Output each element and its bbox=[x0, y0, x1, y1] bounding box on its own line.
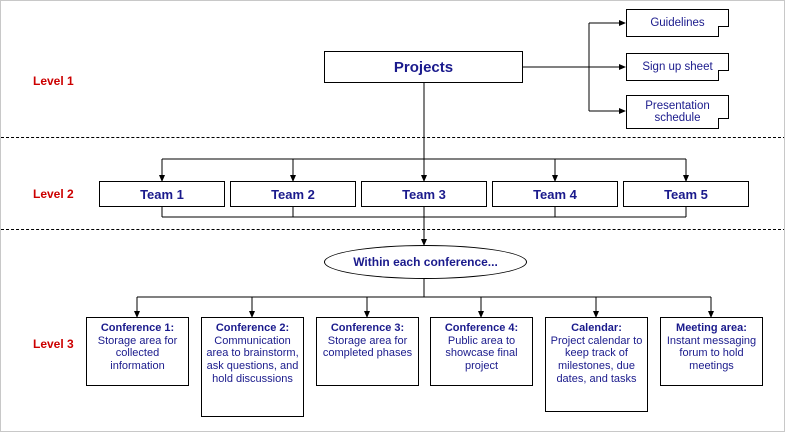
document-fold-icon bbox=[718, 26, 729, 37]
node-team-3[interactable]: Team 3 bbox=[361, 181, 487, 207]
document-fold-icon bbox=[718, 70, 729, 81]
node-conference-2[interactable] bbox=[201, 317, 304, 417]
level-1-label: Level 1 bbox=[33, 74, 74, 88]
node-meeting-area[interactable] bbox=[660, 317, 763, 386]
level-2-label: Level 2 bbox=[33, 187, 74, 201]
conference-3-title: Conference 3: bbox=[330, 322, 405, 334]
conference-3-desc: Storage area for completed phases bbox=[322, 334, 413, 360]
node-within-each-conference[interactable]: Within each conference... bbox=[324, 245, 527, 279]
node-team-4[interactable]: Team 4 bbox=[492, 181, 618, 207]
node-calendar[interactable] bbox=[545, 317, 648, 412]
node-conference-1[interactable] bbox=[86, 317, 189, 386]
document-fold-icon bbox=[718, 118, 729, 129]
node-projects[interactable]: Projects bbox=[324, 51, 523, 83]
level-divider-2 bbox=[1, 229, 785, 230]
conference-2-title: Conference 2: bbox=[215, 322, 290, 334]
node-conference-3[interactable] bbox=[316, 317, 419, 386]
guidelines-label: Guidelines bbox=[650, 17, 705, 29]
node-team-5[interactable]: Team 5 bbox=[623, 181, 749, 207]
conference-1-desc: Storage area for collected information bbox=[97, 334, 178, 372]
calendar-desc: Project calendar to keep track of milestones, due dates, and tasks bbox=[550, 334, 643, 385]
sign-up-sheet-label: Sign up sheet bbox=[642, 61, 713, 73]
level-3-label: Level 3 bbox=[33, 337, 74, 351]
calendar-title: Calendar: bbox=[571, 322, 622, 334]
node-team-1[interactable]: Team 1 bbox=[99, 181, 225, 207]
node-presentation-schedule[interactable] bbox=[626, 95, 729, 129]
conference-2-desc: Communication area to brainstorm, ask questions, and hold discussions bbox=[206, 334, 299, 385]
level-divider-1 bbox=[1, 137, 785, 138]
conference-4-title: Conference 4: bbox=[444, 322, 519, 334]
meeting-area-desc: Instant messaging forum to hold meetings bbox=[666, 334, 757, 372]
presentation-schedule-label: Presentation schedule bbox=[645, 100, 710, 124]
conference-1-title: Conference 1: bbox=[100, 322, 175, 334]
meeting-area-title: Meeting area: bbox=[676, 322, 747, 334]
node-sign-up-sheet[interactable] bbox=[626, 53, 729, 81]
node-conference-4[interactable] bbox=[430, 317, 533, 386]
conference-4-desc: Public area to showcase final project bbox=[445, 334, 518, 372]
node-team-2[interactable]: Team 2 bbox=[230, 181, 356, 207]
node-guidelines[interactable] bbox=[626, 9, 729, 37]
